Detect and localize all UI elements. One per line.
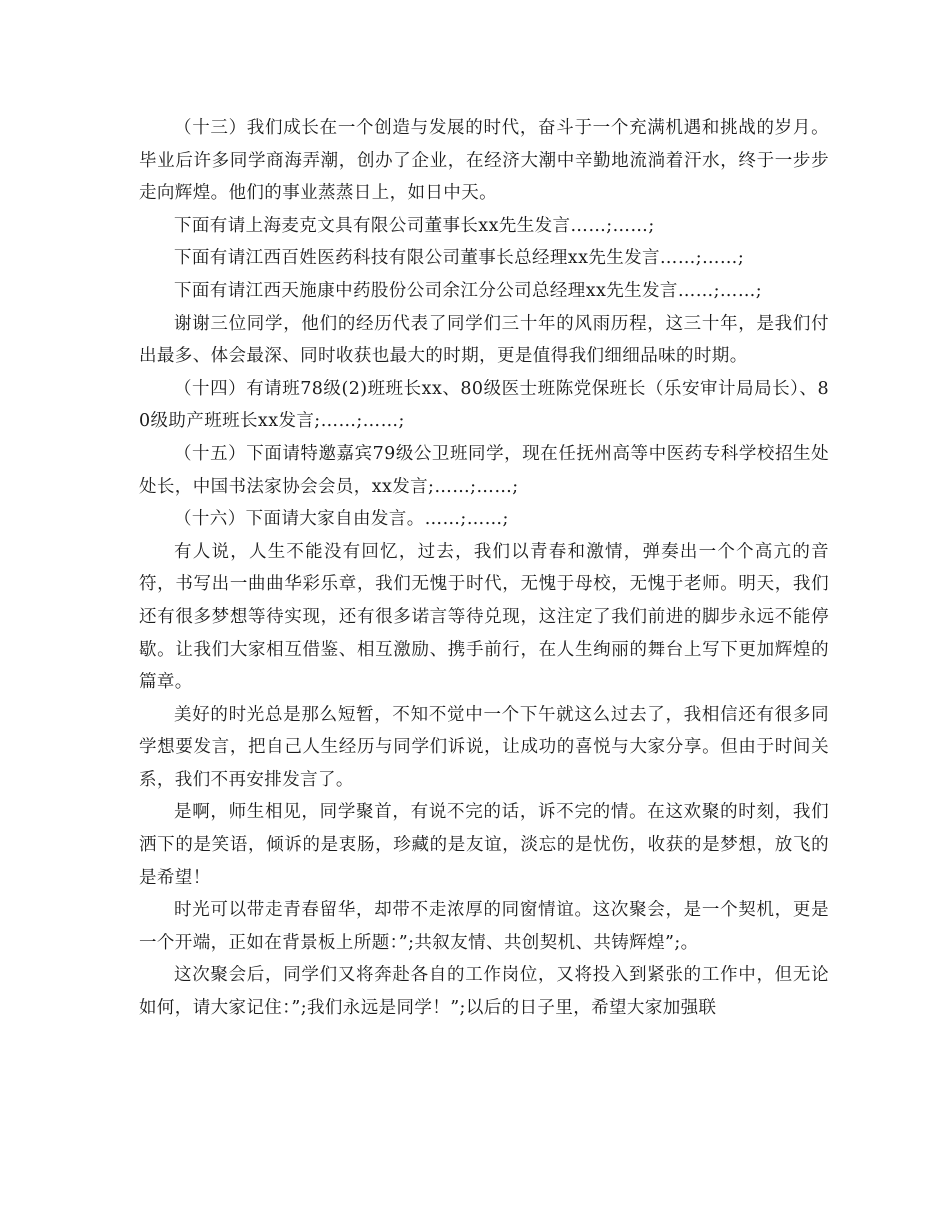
- paragraph-after-reunion: 这次聚会后，同学们又将奔赴各自的工作岗位，又将投入到紧张的工作中，但无论如何，请大家记住：”;我们永远是同学！”;以后的日子里，希望大家加强联: [139, 965, 829, 1019]
- paragraph-thanks: 谢谢三位同学，他们的经历代表了同学们三十年的风雨历程，这三十年，是我们付出最多、体会最深、同时收获也最大的时期，更是值得我们细细品味的时期。: [139, 313, 829, 367]
- paragraph-friendship: 时光可以带走青春留华，却带不走浓厚的同窗情谊。这次聚会，是一个契机，更是一个开端，正如在背景板上所题：”;共叙友情、共创契机、共铸辉煌”;。: [139, 900, 829, 953]
- paragraph-speaker-1: 下面有请上海麦克文具有限公司董事长xx先生发言……;……;: [174, 215, 655, 236]
- paragraph-15: （十五）下面请特邀嘉宾79级公卫班同学，现在任抚州高等中医药专科学校招生处处长，中国书法家协会会员，xx发言;……;……;: [139, 443, 829, 497]
- paragraph-13-intro: （十三）我们成长在一个创造与发展的时代，奋斗于一个充满机遇和挑战的岁月。毕业后许多同学商海弄潮，创办了企业，在经济大潮中辛勤地流淌着汗水，终于一步步走向辉煌。他们的事业蒸蒸日上，如日中天。: [139, 118, 829, 204]
- paragraph-speaker-2: 下面有请江西百姓医药科技有限公司董事长总经理xx先生发言……;……;: [174, 248, 745, 269]
- paragraph-memories: 有人说，人生不能没有回忆，过去，我们以青春和激情，弹奏出一个个高亢的音符，书写出一曲曲华彩乐章，我们无愧于时代，无愧于母校，无愧于老师。明天，我们还有很多梦想等待实现，还有很多诺言等待兑现，这注定了我们前进的脚步永远不能停歇。让我们大家相互借鉴、相互激励、携手前行，在人生绚丽的舞台上写下更加辉煌的篇章。: [139, 541, 829, 693]
- paragraph-time-short: 美好的时光总是那么短暂，不知不觉中一个下午就这么过去了，我相信还有很多同学想要发言，把自己人生经历与同学们诉说，让成功的喜悦与大家分享。但由于时间关系，我们不再安排发言了。: [139, 704, 829, 790]
- paragraph-14: （十四）有请班78级(2)班班长xx、80级医士班陈党保班长（乐安审计局局长）、80级助产班班长xx发言;……;……;: [139, 378, 829, 432]
- paragraph-16: （十六）下面请大家自由发言。……;……;: [174, 509, 509, 530]
- paragraph-reunion: 是啊，师生相见，同学聚首，有说不完的话，诉不完的情。在这欢聚的时刻，我们洒下的是笑语，倾诉的是衷肠，珍藏的是友谊，淡忘的是忧伤，收获的是梦想，放飞的是希望！: [139, 802, 829, 888]
- paragraph-speaker-3: 下面有请江西天施康中药股份公司余江分公司总经理xx先生发言……;……;: [174, 280, 763, 301]
- document-body: [139, 112, 829, 1025]
